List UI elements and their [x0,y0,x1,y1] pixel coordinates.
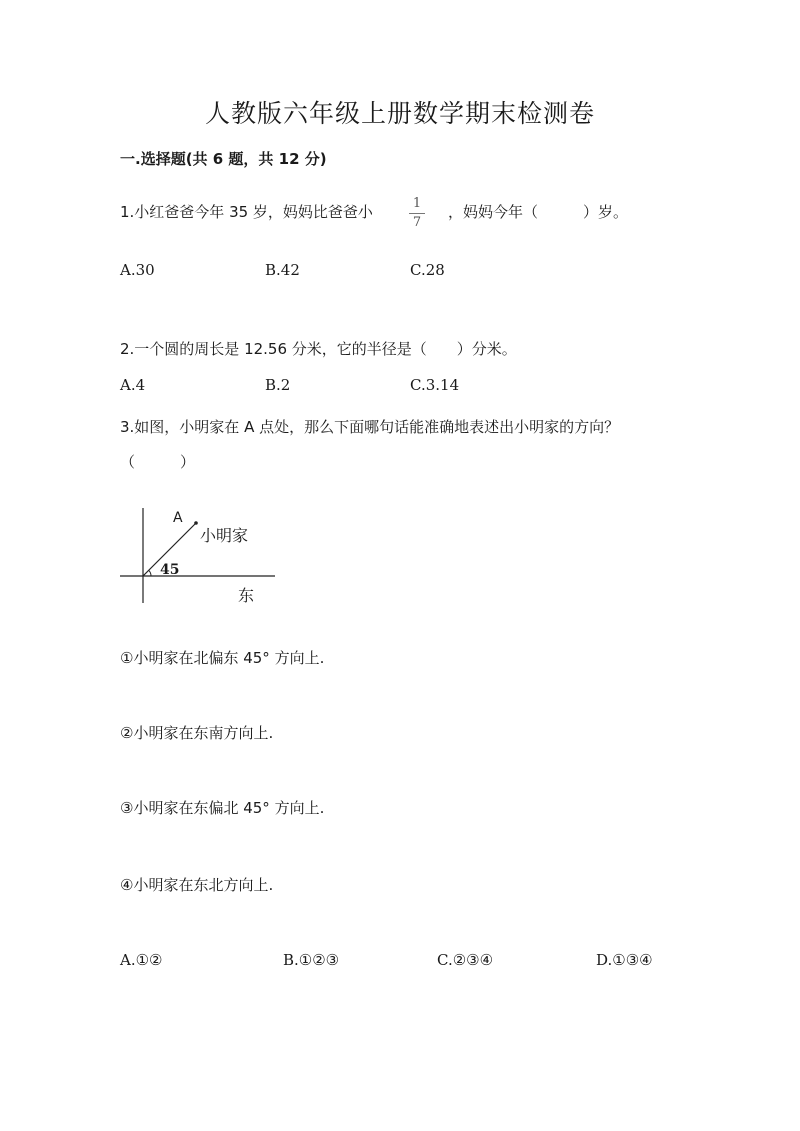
angle-label: 45 [160,562,180,578]
direction-figure [118,505,288,605]
q3-option-c[interactable]: C.②③④ [437,951,494,969]
q1-option-a[interactable]: A.30 [120,261,155,279]
statement-1: ①小明家在北偏东 45° 方向上. [120,649,325,667]
section-heading: 一.选择题(共 6 题，共 12 分) [120,150,327,168]
question-3-text: 3.如图，小明家在 A 点处，那么下面哪句话能准确地表述出小明家的方向？ [120,418,620,436]
question-1-text-after: ，妈妈今年（ ）岁。 [448,203,629,221]
page-title: 人教版六年级上册数学期末检测卷 [204,99,595,128]
q3-option-a[interactable]: A.①② [120,951,163,969]
q2-option-a[interactable]: A.4 [120,376,146,394]
home-label: 小明家 [200,526,249,545]
q3-option-d[interactable]: D.①③④ [596,951,653,969]
q1-option-c[interactable]: C.28 [410,261,445,279]
statement-4: ④小明家在东北方向上. [120,876,274,894]
fraction-denominator: 7 [412,215,422,230]
point-a [194,521,198,525]
direction-diagram [118,505,288,605]
q2-option-c[interactable]: C.3.14 [410,376,460,394]
q1-option-b[interactable]: B.42 [265,261,300,279]
question-1-text: 1.小红爸爸今年 35 岁，妈妈比爸爸小 [120,203,373,221]
fraction-bar [409,213,425,214]
statement-3: ③小明家在东偏北 45° 方向上. [120,799,325,817]
q3-option-b[interactable]: B.①②③ [283,951,340,969]
point-a-label: A [173,510,183,526]
question-2-text: 2.一个圆的周长是 12.56 分米，它的半径是（ ）分米。 [120,340,517,358]
question-3-blank: （ ） [120,453,196,471]
fraction-one-seventh [406,196,428,231]
angle-arc [149,570,151,576]
fraction-numerator: 1 [412,196,422,211]
q2-option-b[interactable]: B.2 [265,376,291,394]
statement-2: ②小明家在东南方向上. [120,724,274,742]
east-label: 东 [238,586,255,605]
